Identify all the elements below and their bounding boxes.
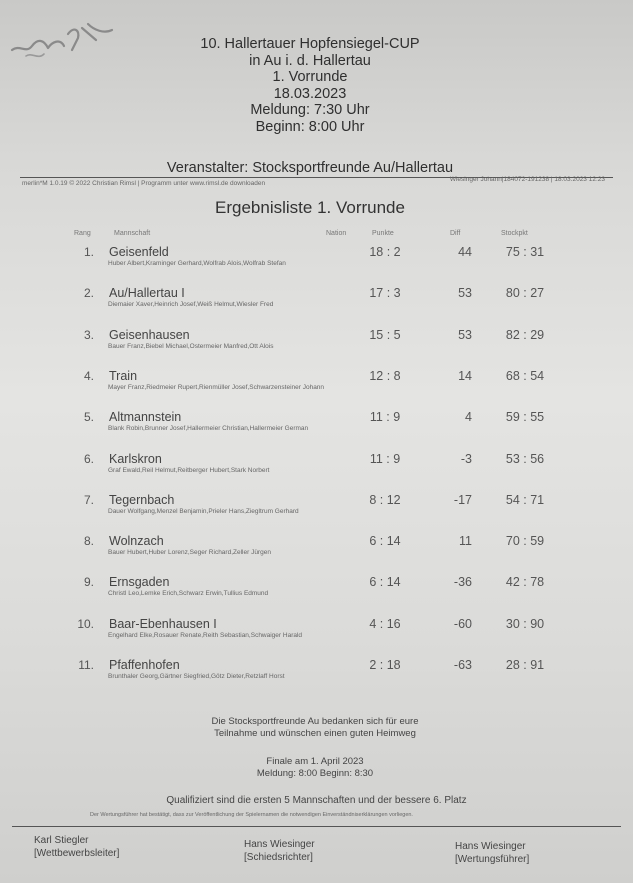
event-header: [150, 36, 470, 135]
thanks-note: [120, 716, 510, 740]
handwritten-scribble: [8, 20, 118, 65]
player-names: Dauer Wolfgang,Menzel Benjamin,Prieler Hans,Ziegltrum Gerhard: [108, 507, 299, 515]
qualification-note: Qualifiziert sind die ersten 5 Mannschaften und der bessere 6. Platz: [166, 795, 467, 806]
signature-name: Karl Stiegler: [34, 835, 89, 846]
final-times: Meldung: 8:00 Beginn: 8:30: [256, 768, 374, 779]
event-registration: Meldung: 7:30 Uhr: [250, 102, 370, 118]
diff-cell: 53: [458, 286, 472, 301]
player-names: Huber Albert,Kraminger Gerhard,Wolfrab Alois,Wolfrab Stefan: [108, 260, 286, 267]
rank-cell: 8.: [83, 534, 94, 549]
stock-points-cell: 75 : 31: [505, 245, 545, 259]
table-row: [0, 245, 633, 285]
team-name: Geisenfeld: [109, 245, 169, 259]
rank-cell: 10.: [77, 616, 94, 631]
team-name: Au/Hallertau I: [109, 286, 185, 301]
rank-cell: 1.: [83, 245, 94, 259]
table-row: [0, 658, 633, 698]
points-cell: 11 : 9: [369, 410, 401, 425]
event-title: 10. Hallertauer Hopfensiegel-CUP: [200, 36, 420, 52]
signature-role: [Wettbewerbsleiter]: [34, 848, 120, 859]
event-date: 18.03.2023: [273, 85, 347, 102]
stock-points-cell: 30 : 90: [505, 616, 545, 631]
team-name: Ernsgaden: [109, 575, 170, 590]
player-names: Graf Ewald,Reil Helmut,Reitberger Hubert,Stark Norbert: [108, 466, 270, 474]
stock-points-cell: 42 : 78: [505, 575, 545, 590]
diff-cell: 14: [458, 368, 472, 383]
consent-note: Der Wertungsführer hat bestätigt, dass zur Veröffentlichung der Spielernamen die notwendigen Einverständniserklärungen vorliegen.: [90, 812, 413, 818]
table-row: [0, 286, 633, 326]
team-name: Pfaffenhofen: [109, 658, 180, 672]
team-name: Altmannstein: [109, 410, 182, 425]
signature-competition-lead: [34, 834, 119, 860]
diff-cell: -36: [453, 575, 472, 590]
team-name: Wolnzach: [109, 534, 164, 549]
team-name: Karlskron: [109, 451, 162, 466]
column-team: Mannschaft: [114, 230, 151, 237]
thanks-line-1: Die Stocksportfreunde Au bedanken sich für eure: [211, 716, 419, 727]
rank-cell: 6.: [83, 451, 94, 466]
player-names: Bauer Hubert,Huber Lorenz,Seger Richard,Zeller Jürgen: [108, 549, 271, 557]
diff-cell: -63: [453, 658, 472, 672]
signature-role: [Wertungsführer]: [455, 854, 530, 865]
signature-referee: [244, 838, 315, 864]
stock-points-cell: 53 : 56: [505, 451, 545, 466]
points-cell: 2 : 18: [369, 658, 401, 672]
table-row: [0, 369, 633, 409]
diff-cell: -60: [453, 616, 472, 631]
program-id: Wiesinger Johann|184072-191238 | 18.03.2023 12:23: [449, 176, 605, 183]
player-names: Brunthaler Georg,Gärtner Siegfried,Götz Dieter,Retzlaff Horst: [108, 673, 285, 680]
team-name: Tegernbach: [109, 492, 175, 507]
column-nation: Nation: [326, 230, 347, 237]
stock-points-cell: 68 : 54: [505, 368, 545, 383]
team-name: Baar-Ebenhausen I: [109, 616, 217, 631]
table-row: [0, 575, 633, 615]
stock-points-cell: 59 : 55: [505, 410, 545, 425]
diff-cell: 44: [458, 245, 472, 259]
points-cell: 18 : 2: [369, 245, 401, 259]
diff-cell: -17: [453, 492, 472, 507]
rank-cell: 9.: [83, 575, 94, 590]
rank-cell: 5.: [83, 410, 94, 425]
table-row: [0, 410, 633, 450]
points-cell: 8 : 12: [369, 492, 401, 507]
diff-cell: 4: [465, 410, 472, 425]
column-rank: Rang: [74, 230, 91, 237]
points-cell: 11 : 9: [369, 451, 401, 466]
player-names: Mayer Franz,Riedmeier Rupert,Rienmüller Josef,Schwarzensteiner Johann: [108, 383, 325, 391]
stock-points-cell: 54 : 71: [505, 492, 545, 507]
stock-points-cell: 28 : 91: [505, 658, 545, 672]
diff-cell: 53: [458, 327, 472, 342]
rank-cell: 4.: [83, 368, 94, 383]
thanks-line-2: Teilnahme und wünschen einen guten Heimweg: [214, 728, 416, 739]
signature-name: Hans Wiesinger: [244, 839, 315, 850]
footer-divider: [12, 826, 621, 827]
signature-role: [Schiedsrichter]: [244, 852, 313, 863]
team-name: Geisenhausen: [109, 327, 190, 342]
points-cell: 15 : 5: [369, 327, 401, 342]
rank-cell: 2.: [83, 286, 94, 301]
points-cell: 4 : 16: [369, 616, 401, 631]
rank-cell: 3.: [83, 327, 94, 342]
column-diff: Diff: [450, 230, 461, 237]
column-points: Punkte: [372, 230, 394, 237]
points-cell: 6 : 14: [369, 575, 401, 590]
event-start: Beginn: 8:00 Uhr: [255, 118, 365, 135]
event-round: 1. Vorrunde: [272, 69, 348, 85]
team-name: Train: [109, 368, 138, 383]
column-stock: Stockpkt: [501, 230, 528, 237]
player-names: Christl Leo,Lemke Erich,Schwarz Erwin,Tullius Edmund: [108, 590, 269, 598]
stock-points-cell: 82 : 29: [505, 327, 545, 342]
points-cell: 12 : 8: [369, 368, 401, 383]
player-names: Diemaier Xaver,Heinrich Josef,Weiß Helmut,Wiesler Fred: [108, 301, 274, 309]
stock-points-cell: 70 : 59: [505, 534, 545, 549]
stock-points-cell: 80 : 27: [505, 286, 545, 301]
player-names: Blank Robin,Brunner Josef,Hallermeier Christian,Hallermeier German: [108, 425, 309, 433]
diff-cell: 11: [459, 534, 472, 549]
table-row: [0, 534, 633, 574]
final-date: Finale am 1. April 2023: [266, 756, 364, 767]
final-note: [120, 756, 510, 780]
program-note: merlin*M 1.0.19 © 2022 Christian Rimsl | Programm unter www.rimsl.de downloaden: [22, 180, 266, 187]
table-row: [0, 493, 633, 533]
table-row: [0, 617, 633, 657]
organizer: Veranstalter: Stocksportfreunde Au/Hallertau: [166, 160, 454, 176]
diff-cell: -3: [460, 451, 472, 466]
rank-cell: 11.: [78, 658, 94, 672]
points-cell: 6 : 14: [369, 534, 401, 549]
signature-scorekeeper: [455, 840, 529, 866]
rank-cell: 7.: [83, 492, 94, 507]
signature-name: Hans Wiesinger: [455, 841, 526, 852]
player-names: Bauer Franz,Biebel Michael,Ostermeier Manfred,Ott Alois: [108, 342, 274, 350]
table-row: [0, 452, 633, 492]
event-location: in Au i. d. Hallertau: [249, 52, 371, 69]
results-title: Ergebnisliste 1. Vorrunde: [215, 198, 405, 217]
table-row: [0, 328, 633, 368]
player-names: Engelhard Elke,Rosauer Renate,Reith Sebastian,Schwaiger Harald: [108, 631, 303, 639]
points-cell: 17 : 3: [369, 286, 401, 301]
